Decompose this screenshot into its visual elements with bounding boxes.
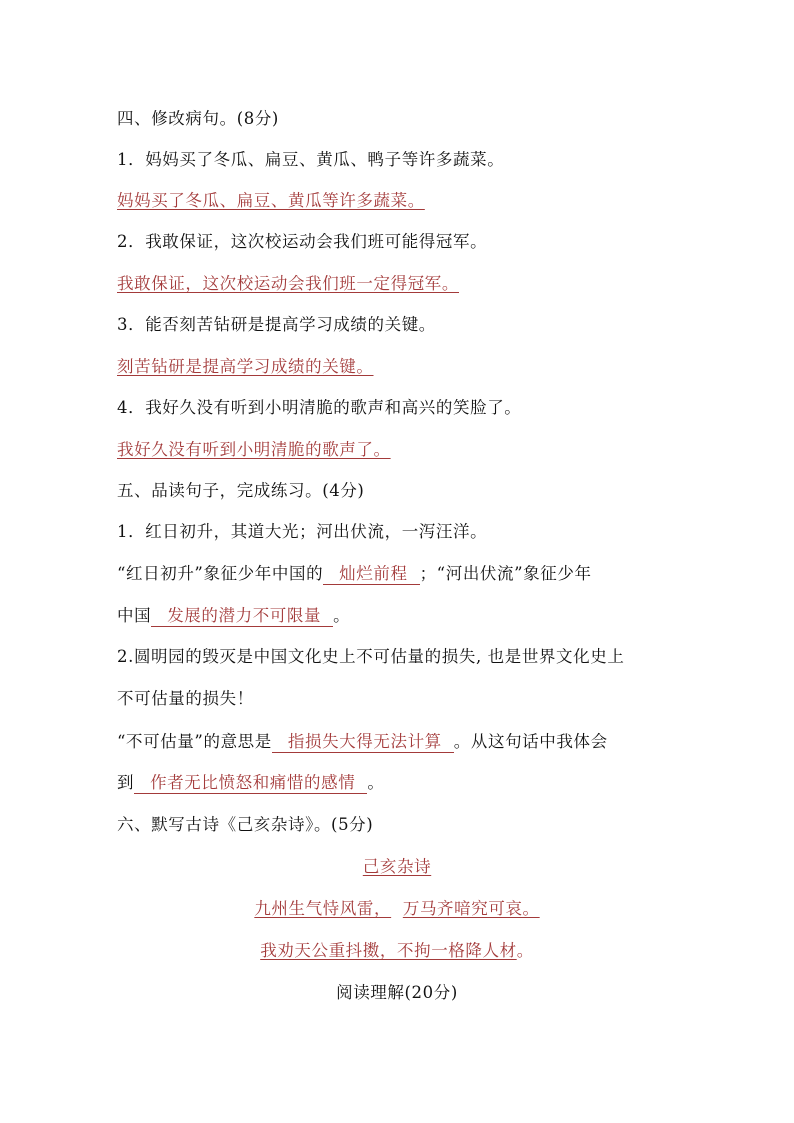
s5-q1-prefix2: 中国 <box>117 606 152 625</box>
s4-q3: 3．能否刻苦钻研是提高学习成绩的关键。 <box>117 315 436 334</box>
s4-answer-3: 刻苦钻研是提高学习成绩的关键。 <box>117 357 374 376</box>
section4-heading: 四、修改病句。(8分) <box>117 109 279 128</box>
s5-q1-sentence: 1．红日初升，其道大光；河出伏流，一泻汪洋。 <box>117 522 488 541</box>
s4-q2: 2．我敢保证，这次校运动会我们班可能得冠军。 <box>117 232 488 251</box>
section5-heading: 五、品读句子，完成练习。(4分) <box>117 481 365 500</box>
s4-answer-1: 妈妈买了冬瓜、扁豆、黄瓜等许多蔬菜。 <box>117 191 425 210</box>
poem-title-line <box>0 856 794 878</box>
poem-title: 己亥杂诗 <box>362 857 432 876</box>
section6-heading: 六、默写古诗《己亥杂诗》。(5分) <box>117 815 374 834</box>
s4-answer-2: 我敢保证，这次校运动会我们班一定得冠军。 <box>117 274 459 293</box>
s5-q1-line1 <box>117 563 592 585</box>
s5-q1-suffix: 。 <box>333 606 351 625</box>
poem-line-2 <box>0 940 794 962</box>
poem-line-2b: 不拘一格降人材 <box>397 941 517 960</box>
s5-q2-blank1: 指损失大得无法计算 <box>272 732 454 753</box>
poem-line-2-end: 。 <box>516 941 534 960</box>
poem-line-2a: 我劝天公重抖擞， <box>260 941 397 960</box>
s5-q2-line1 <box>117 731 608 753</box>
s5-q2-suffix2: 。 <box>367 773 385 792</box>
s5-q2-sentence-2: 不可估量的损失！ <box>117 689 254 708</box>
s5-q1-mid: ；“河出伏流”象征少年 <box>419 564 592 583</box>
s5-q2-prefix2: 到 <box>117 773 135 792</box>
s4-q1: 1．妈妈买了冬瓜、扁豆、黄瓜、鸭子等许多蔬菜。 <box>117 150 505 169</box>
s5-q2-sentence-1: 2.圆明园的毁灭是中国文化史上不可估量的损失, 也是世界文化史上 <box>117 647 625 666</box>
poem-line-1 <box>0 898 794 920</box>
s4-q4: 4．我好久没有听到小明清脆的歌声和高兴的笑脸了。 <box>117 398 522 417</box>
s5-q2-line2 <box>117 772 384 794</box>
s5-q2-blank2: 作者无比愤怒和痛惜的感情 <box>134 773 367 794</box>
s4-a1 <box>117 190 425 212</box>
next-section-heading: 阅读理解(20分) <box>336 983 458 1002</box>
s4-a4 <box>117 439 391 461</box>
s5-q1-prefix: “红日初升”象征少年中国的 <box>117 564 324 583</box>
s5-q2-prefix: “不可估量”的意思是 <box>117 732 272 751</box>
poem-line-1a: 九州生气恃风雷， <box>254 899 392 918</box>
s4-a2 <box>117 273 459 295</box>
s5-q2-suffix: 。从这句话中我体会 <box>453 732 608 751</box>
poem-line-1b: 万马齐喑究可哀。 <box>402 899 540 918</box>
s5-q1-blank1: 灿烂前程 <box>323 564 419 585</box>
s4-answer-4: 我好久没有听到小明清脆的歌声了。 <box>117 440 391 459</box>
s4-a3 <box>117 356 374 378</box>
s5-q1-blank2: 发展的潜力不可限量 <box>151 606 333 627</box>
s5-q1-line2 <box>117 605 350 627</box>
